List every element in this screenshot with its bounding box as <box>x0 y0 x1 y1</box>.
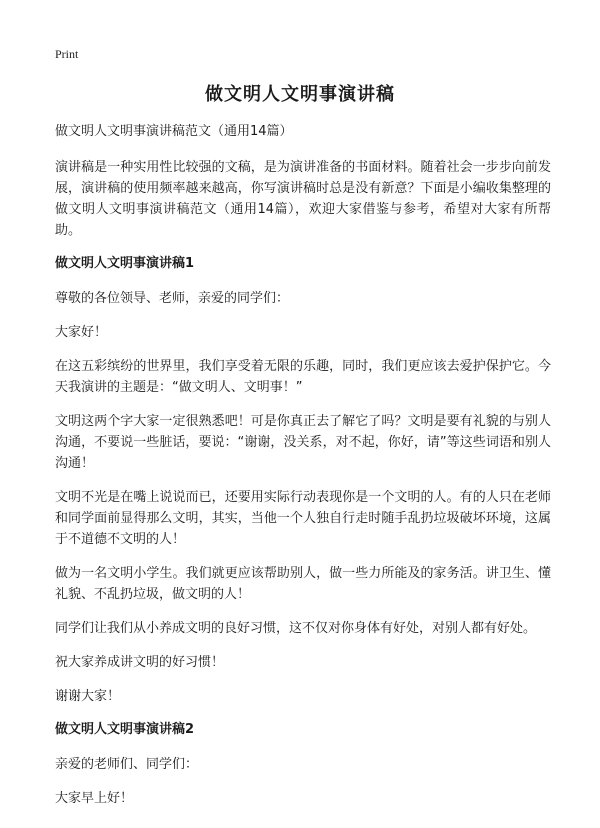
paragraph: 尊敬的各位领导、老师，亲爱的同学们： <box>55 291 290 306</box>
paragraph: 大家好！ <box>55 325 108 340</box>
paragraph: 文明不光是在嘴上说说而已，还要用实际行动表现你是一个文明的人。有的人只在老师和同学面前显得那么文明，其实，当他一个人独自行走时随手乱扔垃圾破坏环境，这属于不道德不文明的人！ <box>55 490 551 547</box>
paragraph: 亲爱的老师们、同学们： <box>55 757 199 772</box>
paragraph: 大家早上好！ <box>55 791 134 806</box>
document-subtitle: 做文明人文明事演讲稿范文（通用14篇） <box>55 124 293 139</box>
paragraph: 做为一名文明小学生。我们就更应该帮助别人，做一些力所能及的家务活。讲卫生、懂礼貌、不乱扔垃圾，做文明的人！ <box>55 566 551 602</box>
paragraph: 文明这两个字大家一定很熟悉吧！可是你真正去了解它了吗？文明是要有礼貌的与别人沟通，不要说一些脏话，要说：“谢谢，没关系，对不起，你好，请”等这些词语和别人沟通！ <box>55 414 551 471</box>
paragraph: 在这五彩缤纷的世界里，我们享受着无限的乐趣，同时，我们更应该去爱护保护它。今天我演讲的主题是：“做文明人、文明事！” <box>55 359 551 395</box>
document-body <box>55 122 551 822</box>
print-link[interactable]: Print <box>55 47 79 61</box>
intro-paragraph: 演讲稿是一种实用性比较强的文稿，是为演讲准备的书面材料。随着社会一步步向前发展，演讲稿的使用频率越来越高，你写演讲稿时总是没有新意？下面是小编收集整理的做文明人文明事演讲稿范文（通用14篇），欢迎大家借鉴与参考，希望对大家有所帮助。 <box>55 160 551 238</box>
paragraph: 祝大家养成讲文明的好习惯！ <box>55 655 225 670</box>
section-2-heading: 做文明人文明事演讲稿2 <box>55 722 195 737</box>
paragraph: 谢谢大家！ <box>55 689 121 704</box>
section-1-heading: 做文明人文明事演讲稿1 <box>55 256 195 271</box>
paragraph: 同学们让我们从小养成文明的良好习惯，这不仅对你身体有好处，对别人都有好处。 <box>55 621 537 636</box>
page-title: 做文明人文明事演讲稿 <box>205 84 395 105</box>
